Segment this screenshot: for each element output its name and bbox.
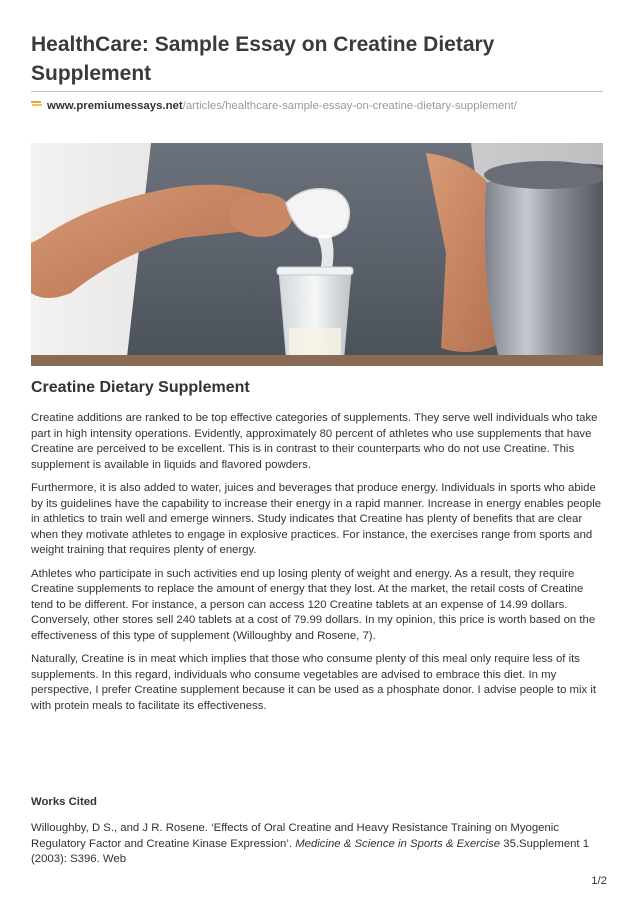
citation-details: 35.Supplement 1 (2003): S396. Web <box>31 837 590 865</box>
hero-image <box>31 143 603 366</box>
citation-entry <box>31 821 605 868</box>
section-heading: Creatine Dietary Supplement <box>31 379 250 396</box>
paragraph: Naturally, Creatine is in meat which implies that those who consume plenty of this meal only require less of its supplements. In this regard, individuals who consume vegetables are advised to embrace this diet. In my perspective, I prefer Creatine supplement because it can be used as a phosphate donor. I advise people to mix it with protein meals to facilitate its effectiveness. <box>31 653 597 712</box>
paragraph: Furthermore, it is also added to water, juices and beverages that produce energy. Individuals in sports who abide by its guidelines have the capability to increase their energy in a rapid manner. Increase in energy enables people in athletics to train well and emerge winners. Study indicates that Creatine has plenty of benefits that are clear when they motivate athletes to engage in explosive practices. For instance, the exercises range from sports and weight training that requires plenty of energy. <box>31 482 602 556</box>
essay-body <box>31 411 605 722</box>
page-number: 1/2 <box>591 875 607 887</box>
source-domain[interactable]: www.premiumessays.net <box>47 100 183 112</box>
citation-journal: Medicine & Science in Sports & Exercise <box>295 837 501 850</box>
paragraph: Creatine additions are ranked to be top effective categories of supplements. They serve well individuals who take part in high intensity operations. Evidently, approximately 80 percent of athletes who use supplements that have Creatine are perceived to be excellent. This is in contrast to their counterparts who do not use Creatine. This supplement is available in liquids and flavored powders. <box>31 412 598 471</box>
document-title: HealthCare: Sample Essay on Creatine Dietary Supplement <box>31 33 495 85</box>
link-icon <box>31 100 42 108</box>
paragraph: Athletes who participate in such activities end up losing plenty of weight and energy. As a result, they require Creatine supplements to replace the amount of energy that they lost. At the market, the retail costs of Creatine tend to be different. For instance, a person can access 120 Creatine tablets at an expense of 14.99 dollars. Conversely, other stores sell 240 tablets at a cost of 79.99 dollars. In my opinion, this price is worth based on the effectiveness of this type of supplement (Willoughby and Rosene, 7). <box>31 567 596 642</box>
source-path[interactable]: /articles/healthcare-sample-essay-on-creatine-dietary-supplement/ <box>182 100 517 112</box>
citation-authors-title: Willoughby, D S., and J R. Rosene. ‘Effects of Oral Creatine and Heavy Resistance Training on Myogenic Regulatory Factor and Creatine Kinase Expression’. <box>31 822 559 850</box>
source-url[interactable] <box>31 99 611 113</box>
works-cited-heading: Works Cited <box>31 796 97 808</box>
title-divider <box>31 91 603 92</box>
